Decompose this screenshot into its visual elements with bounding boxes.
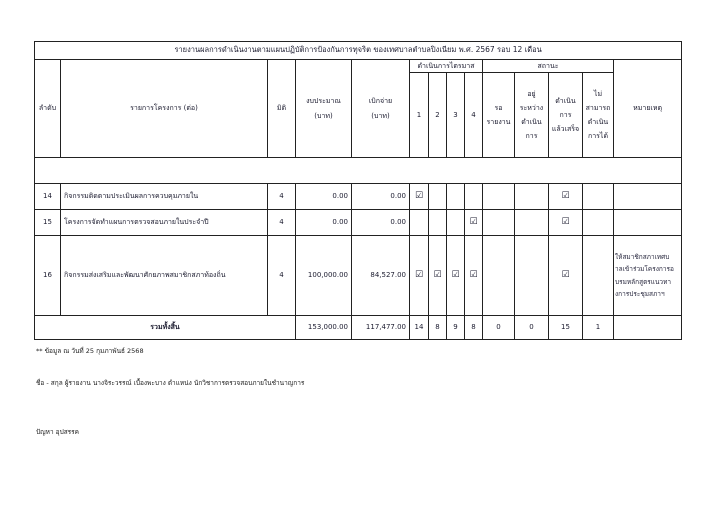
checkbox-checked-icon: ☑ [561,191,570,202]
checkbox-checked-icon: ☑ [561,217,570,228]
table-row [35,184,682,210]
checkbox-checked-icon: ☑ [561,270,570,281]
row-quarter-4 [465,184,483,210]
row-status-waiting [483,184,515,210]
totals-label: รวมทั้งสิ้น [35,316,296,340]
footnote-reporter: ชื่อ - สกุล ผู้รายงาน นางจิระวรรณ์ เบื้องพะบาง ตำแหน่ง นักวิชาการตรวจสอบภายในชำนาญการ [36,379,305,387]
row-quarter-1 [410,236,429,316]
header-status-in-progress-line-4: การ [525,132,538,140]
row-seq: 14 [35,184,61,210]
row-seq: 16 [35,236,61,316]
footnote-issues: ปัญหา อุปสรรค [36,428,79,436]
totals-quarter-3: 9 [447,316,465,340]
header-spent-line-1: เบิกจ่าย [368,96,393,105]
header-status-waiting-line-2: รายงาน [486,118,511,126]
totals-status-in-progress: 0 [515,316,549,340]
row-remarks [614,210,682,236]
header-quarter-1: 1 [410,73,429,158]
totals-status-completed: 15 [549,316,583,340]
row-quarter-4 [465,210,483,236]
row-quarter-3 [447,210,465,236]
checkbox-checked-icon: ☑ [414,270,424,281]
row-quarter-1 [410,184,429,210]
row-budget: 0.00 [296,210,352,236]
row-remarks [614,236,682,316]
header-status-in-progress-line-2: ระหว่าง [519,104,544,112]
header-spacer-row [35,158,682,184]
remarks-line-2: าลเข้าร่วมโครงการอ [615,265,674,274]
header-status-waiting-line-1: รอ [494,104,503,112]
remarks-line-4: งการประชุมสภาฯ [615,289,665,298]
header-status-completed-line-2: การ [559,111,572,119]
header-project: รายการโครงการ (ต่อ) [61,60,268,158]
row-status-waiting [483,236,515,316]
checkbox-checked-icon: ☑ [433,270,442,281]
footnote-data-date: ** ข้อมูล ณ วันที่ 25 กุมภาพันธ์ 2568 [36,347,144,355]
header-status-unable-line-3: ดำเนิน [587,118,609,126]
header-remarks: หมายเหตุ [614,60,682,158]
remarks-line-1: ให้สมาชิกสภาเทศบ [615,252,670,261]
totals-spent: 117,477.00 [352,316,410,340]
totals-quarter-2: 8 [429,316,447,340]
remarks-line-3: บรมหลักสูตรแนวทา [615,277,672,286]
totals-row [35,316,682,340]
row-status-unable [583,210,614,236]
row-quarter-4 [465,236,483,316]
header-status-completed-line-3: แล้วเสร็จ [551,125,580,133]
row-budget: 100,000.00 [296,236,352,316]
checkbox-checked-icon: ☑ [414,191,424,202]
header-status-in-progress-line-1: อยู่ [527,90,536,98]
header-status-waiting [483,73,515,158]
row-quarter-1 [410,210,429,236]
checkbox-checked-icon: ☑ [469,270,478,281]
header-status-group: สถานะ [483,60,614,73]
row-status-unable [583,236,614,316]
totals-remarks [614,316,682,340]
row-quarter-3 [447,184,465,210]
row-quarter-2 [429,184,447,210]
totals-budget: 153,000.00 [296,316,352,340]
row-spent: 84,527.00 [352,236,410,316]
header-status-in-progress [515,73,549,158]
header-quarter-3: 3 [447,73,465,158]
header-status-unable-line-1: ไม่ [593,90,603,98]
header-status-completed [549,73,583,158]
totals-status-unable: 1 [583,316,614,340]
header-quarter-2: 2 [429,73,447,158]
row-status-waiting [483,210,515,236]
row-status-in-progress [515,236,549,316]
report-title: รายงานผลการดำเนินงานตามแผนปฏิบัติการป้องกันการทุจริต ของเทศบาลตำบลปิงเนียม พ.ศ. 2567 รอบ 12 เดือน [35,42,682,60]
row-status-completed [549,236,583,316]
row-project: โครงการจัดทำแผนการตรวจสอบภายในประจำปี [61,210,268,236]
row-budget: 0.00 [296,184,352,210]
header-spent [352,60,410,158]
row-status-completed [549,184,583,210]
row-status-unable [583,184,614,210]
row-project: กิจกรรมส่งเสริมและพัฒนาศักยภาพสมาชิกสภาท้องถิ่น [61,236,268,316]
row-dimension: 4 [268,210,296,236]
header-budget [296,60,352,158]
row-dimension: 4 [268,236,296,316]
report-table [34,41,682,340]
header-quarters-group: ดำเนินการไตรมาส [410,60,483,73]
row-project: กิจกรรมติดตามประเมินผลการควบคุมภายใน [61,184,268,210]
header-seq: ลำดับ [35,60,61,158]
header-budget-line-2: (บาท) [314,112,333,120]
totals-quarter-4: 8 [465,316,483,340]
row-status-in-progress [515,210,549,236]
header-status-completed-line-1: ดำเนิน [555,97,576,105]
header-spent-line-2: (บาท) [371,112,390,120]
header-status-unable-line-2: สามารถ [585,104,611,112]
header-status-unable [583,73,614,158]
row-status-completed [549,210,583,236]
header-dimension: มิติ [268,60,296,158]
checkbox-checked-icon: ☑ [469,217,478,228]
row-spent: 0.00 [352,210,410,236]
checkbox-checked-icon: ☑ [451,270,460,281]
totals-quarter-1: 14 [410,316,429,340]
row-spent: 0.00 [352,184,410,210]
header-status-in-progress-line-3: ดำเนิน [521,118,542,126]
row-dimension: 4 [268,184,296,210]
table-row [35,210,682,236]
totals-status-waiting: 0 [483,316,515,340]
row-seq: 15 [35,210,61,236]
row-quarter-2 [429,210,447,236]
row-status-in-progress [515,184,549,210]
header-quarter-4: 4 [465,73,483,158]
row-remarks [614,184,682,210]
row-quarter-2 [429,236,447,316]
table-row [35,236,682,316]
header-budget-line-1: งบประมาณ [306,96,341,105]
header-status-unable-line-4: การได้ [588,132,608,140]
row-quarter-3 [447,236,465,316]
